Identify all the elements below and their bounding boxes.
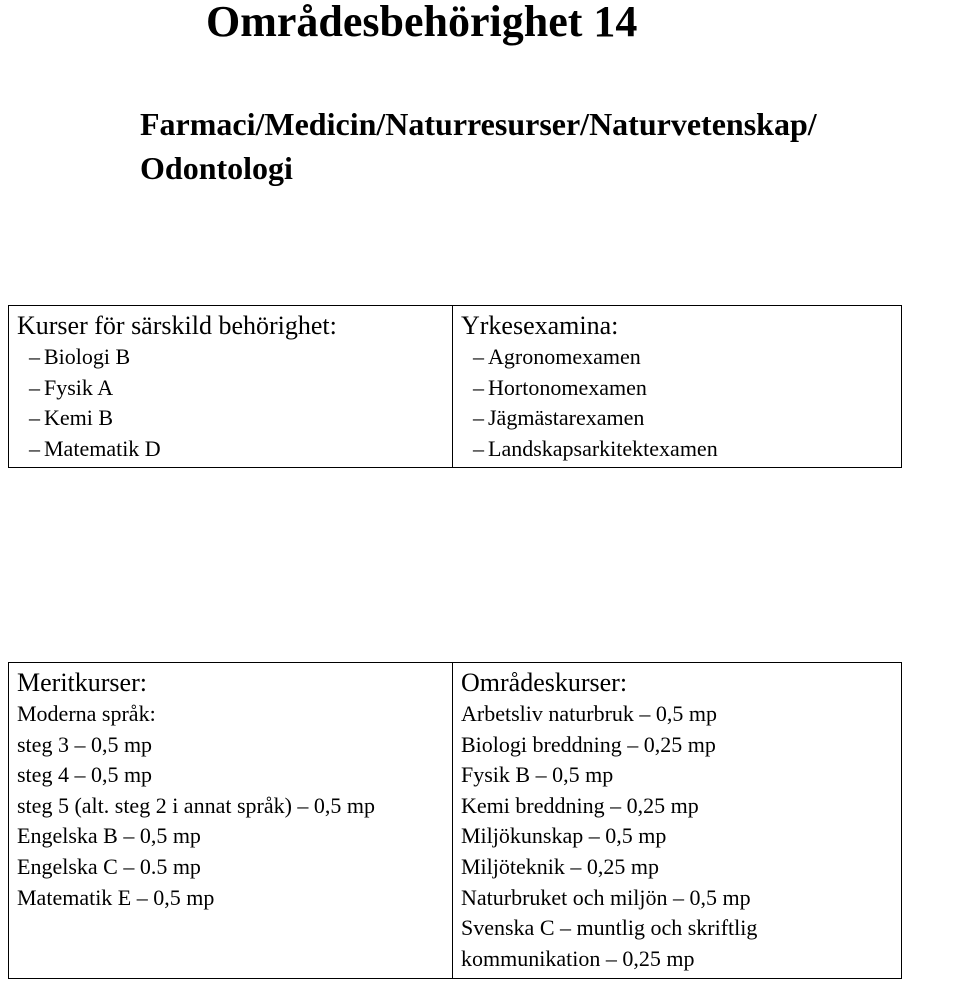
list-item: – Hortonomexamen xyxy=(473,374,647,400)
professional-degrees-heading: Yrkesexamina: xyxy=(461,311,619,340)
special-courses-box xyxy=(8,305,453,468)
list-item: – Fysik A xyxy=(29,374,114,400)
special-courses-heading: Kurser för särskild behörighet: xyxy=(17,311,337,340)
area-courses-box xyxy=(452,662,902,979)
list-item: – Jägmästarexamen xyxy=(473,405,645,431)
dash-bullet: – xyxy=(473,405,484,431)
list-item: Fysik B – 0,5 mp xyxy=(461,762,614,788)
dash-bullet: – xyxy=(29,374,40,400)
list-item: – Biologi B xyxy=(29,344,131,369)
list-item: – Agronomexamen xyxy=(473,344,641,369)
list-item: Kemi breddning – 0,25 mp xyxy=(461,792,699,818)
list-item: Moderna språk: xyxy=(17,701,156,726)
dash-bullet: – xyxy=(29,405,40,431)
list-item: Arbetsliv naturbruk – 0,5 mp xyxy=(461,701,718,726)
dash-bullet: – xyxy=(29,435,40,461)
list-item: Miljökunskap – 0,5 mp xyxy=(461,823,667,849)
dash-bullet: – xyxy=(473,435,484,461)
merit-courses-heading: Meritkurser: xyxy=(17,668,147,697)
dash-bullet: – xyxy=(473,344,484,369)
list-item: steg 3 – 0,5 mp xyxy=(17,731,153,757)
dash-bullet: – xyxy=(29,344,40,369)
list-item: Naturbruket och miljön – 0,5 mp xyxy=(461,884,751,910)
list-item: Biologi breddning – 0,25 mp xyxy=(461,731,716,757)
dash-bullet: – xyxy=(473,374,484,400)
list-item: – Kemi B xyxy=(29,405,114,431)
list-item: steg 4 – 0,5 mp xyxy=(17,762,153,788)
area-courses-heading: Områdeskurser: xyxy=(461,668,628,697)
list-item: – Matematik D xyxy=(29,435,161,461)
list-item: – Landskapsarkitektexamen xyxy=(473,435,718,461)
list-item: Engelska B – 0,5 mp xyxy=(17,823,201,849)
merit-courses-box xyxy=(8,662,453,979)
list-item: Engelska C – 0.5 mp xyxy=(17,853,201,879)
professional-degrees-box xyxy=(452,305,902,468)
list-item: steg 5 (alt. steg 2 i annat språk) – 0,5 mp xyxy=(17,792,376,818)
page-subtitle: Farmaci/Medicin/Naturresurser/Naturvetenskap/ Odontologi xyxy=(140,106,817,186)
list-item: Miljöteknik – 0,25 mp xyxy=(461,853,659,879)
page-title: Områdesbehörighet 14 xyxy=(206,0,638,46)
list-item: Matematik E – 0,5 mp xyxy=(17,884,215,910)
list-item: Svenska C – muntlig och skriftlig kommunikation – 0,25 mp xyxy=(461,915,758,971)
